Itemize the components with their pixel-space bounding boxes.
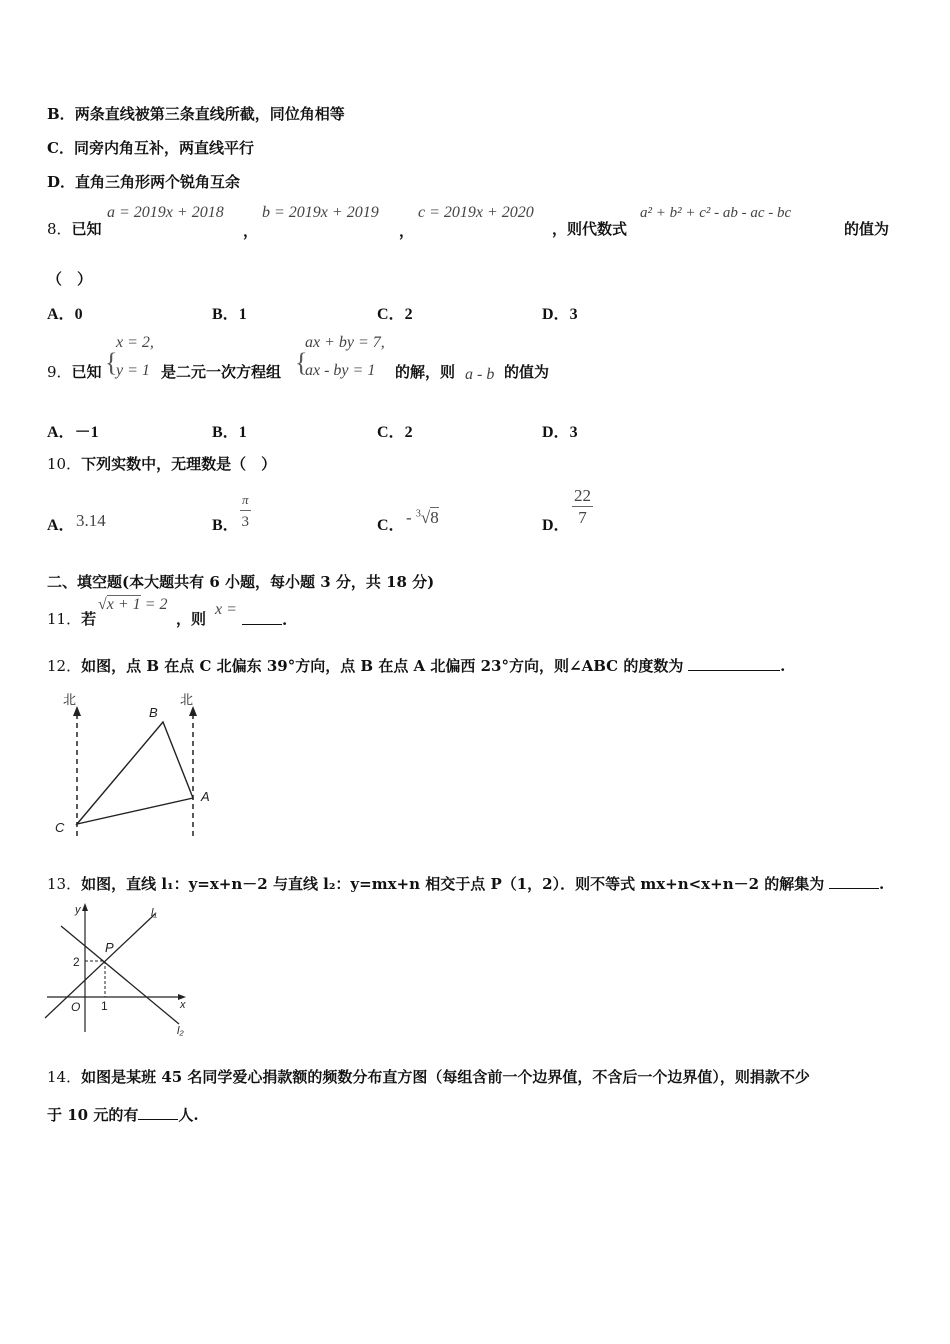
triangle-abc (77, 722, 193, 824)
q11-equation (98, 596, 167, 614)
minus-sign: - (406, 508, 412, 527)
q14-stem-line2: 于 10 元的有 人. (47, 1106, 199, 1124)
point-label-a: A (201, 789, 210, 804)
q13-figure (43, 900, 193, 1040)
q9-option-a: A．－1 (47, 424, 99, 441)
q9-brace-1: { (105, 348, 118, 377)
q9-expression: a - b (465, 366, 495, 383)
q11-answer-blank[interactable]: . (242, 608, 287, 629)
point-label-b: B (149, 705, 158, 720)
fraction-numerator: 22 (574, 486, 591, 505)
q9-option-d: D．3 (542, 424, 578, 441)
arrow-up-icon (189, 706, 197, 716)
arrow-up-icon (82, 903, 88, 911)
q8-expression: a² + b² + c² - ab - ac - bc (640, 205, 792, 221)
radicand: x + 1 (106, 596, 141, 613)
option-label: B． (47, 105, 75, 123)
x-axis-label: x (180, 999, 186, 1011)
q9-mid2-text: 的解，则 (395, 363, 456, 381)
q10-option-b-fraction (240, 490, 251, 533)
q8-option-b: B．1 (212, 306, 247, 323)
tick-label-2: 2 (73, 955, 80, 969)
root-index: 3 (415, 508, 421, 520)
q10-option-c-value (406, 508, 439, 528)
line-label-l1: l₁ (151, 907, 157, 919)
q8-number: 8．已知 (47, 220, 102, 238)
q9-sys1-line1: x = 2, (116, 334, 154, 351)
q9-sys1-line2: y = 1 (116, 362, 150, 379)
point-label-c: C (55, 820, 65, 835)
q9-brace-2: { (295, 348, 308, 377)
q8-option-a: A．0 (47, 306, 83, 323)
point-label-p: P (105, 940, 114, 955)
y-axis-label: y (75, 904, 81, 916)
q9-sys2-line2: ax - by = 1 (305, 362, 376, 379)
q8-eq-a: a = 2019x + 2018 (107, 204, 224, 221)
q8-sep-2: ， (399, 222, 415, 240)
q9-mid-text: 是二元一次方程组 (161, 363, 282, 381)
option-label: D． (47, 173, 76, 191)
q12-answer-blank[interactable] (688, 656, 780, 671)
q13-answer-blank[interactable] (829, 874, 879, 889)
q9-sys2-line1: ax + by = 7, (305, 334, 385, 351)
q14-answer-blank[interactable] (138, 1105, 178, 1120)
q9-suffix: 的值为 (504, 363, 550, 381)
q11-lhs: x = (215, 601, 237, 618)
option-label: C． (47, 139, 74, 157)
q14-stem-line1: 14．如图是某班 45 名同学爱心捐款额的频数分布直方图（每组含前一个边界值，不含后一个边界值），则捐款不少 (47, 1068, 810, 1086)
q10-option-d-fraction (572, 486, 593, 529)
q12-figure (45, 684, 230, 844)
line-l1 (45, 914, 155, 1018)
q11-number: 11．若 (47, 610, 97, 628)
q8-eq-b: b = 2019x + 2019 (262, 204, 379, 221)
q7-option-b (47, 103, 345, 124)
q13-stem: 13．如图，直线 l₁：y=x+n－2 与直线 l₂：y=mx+n 相交于点 P（1，2）．则不等式 mx+n<x+n－2 的解集为 . (47, 875, 885, 893)
north-label-right: 北 (180, 692, 194, 707)
fraction-denominator: 3 (241, 514, 249, 530)
q8-eq-c: c = 2019x + 2020 (418, 204, 534, 221)
arrow-up-icon (73, 706, 81, 716)
section-title: 二、填空题(本大题共有 6 小题，每小题 3 分，共 18 分) (47, 573, 435, 591)
option-text: 同旁内角互补，两直线平行 (73, 139, 254, 157)
q10-option-a-label: A． (47, 517, 75, 534)
q8-option-d: D．3 (542, 306, 578, 323)
q9-option-b: B．1 (212, 424, 247, 441)
origin-label: O (71, 1000, 81, 1014)
tick-label-1: 1 (101, 999, 108, 1013)
north-label-left: 北 (63, 692, 77, 707)
q10-stem: 10．下列实数中，无理数是（ ） (47, 455, 277, 473)
radical-icon: √ (420, 508, 431, 527)
option-text: 两条直线被第三条直线所截，同位角相等 (74, 105, 345, 123)
q7-option-d (47, 171, 240, 192)
q9-number: 9．已知 (47, 363, 102, 381)
q11-mid: ，则 (176, 610, 207, 628)
q10-option-c-label: C． (377, 517, 405, 534)
fraction-denominator: 7 (578, 508, 587, 527)
line-label-l2: l₂ (177, 1025, 184, 1037)
option-text: 直角三角形两个锐角互余 (75, 173, 241, 191)
equals-value: = 2 (144, 596, 168, 613)
q8-mid-text: ，则代数式 (552, 220, 628, 238)
radicand: 8 (430, 508, 439, 527)
q8-sep-1: ， (243, 222, 259, 240)
q7-option-c (47, 137, 254, 158)
fraction-numerator: π (240, 490, 251, 511)
radical-icon: √ (98, 596, 107, 613)
q8-option-c: C．2 (377, 306, 413, 323)
q9-option-c: C．2 (377, 424, 413, 441)
q8-paren: （ ） (47, 270, 93, 288)
q10-option-b-label: B． (212, 517, 239, 534)
q10-option-a-value: 3.14 (76, 511, 106, 530)
q8-suffix: 的值为 (844, 220, 890, 238)
q10-option-d-label: D． (542, 517, 570, 534)
q12-stem: 12．如图，点 B 在点 C 北偏东 39°方向，点 B 在点 A 北偏西 23°方向，则∠ABC 的度数为 . (47, 657, 786, 675)
